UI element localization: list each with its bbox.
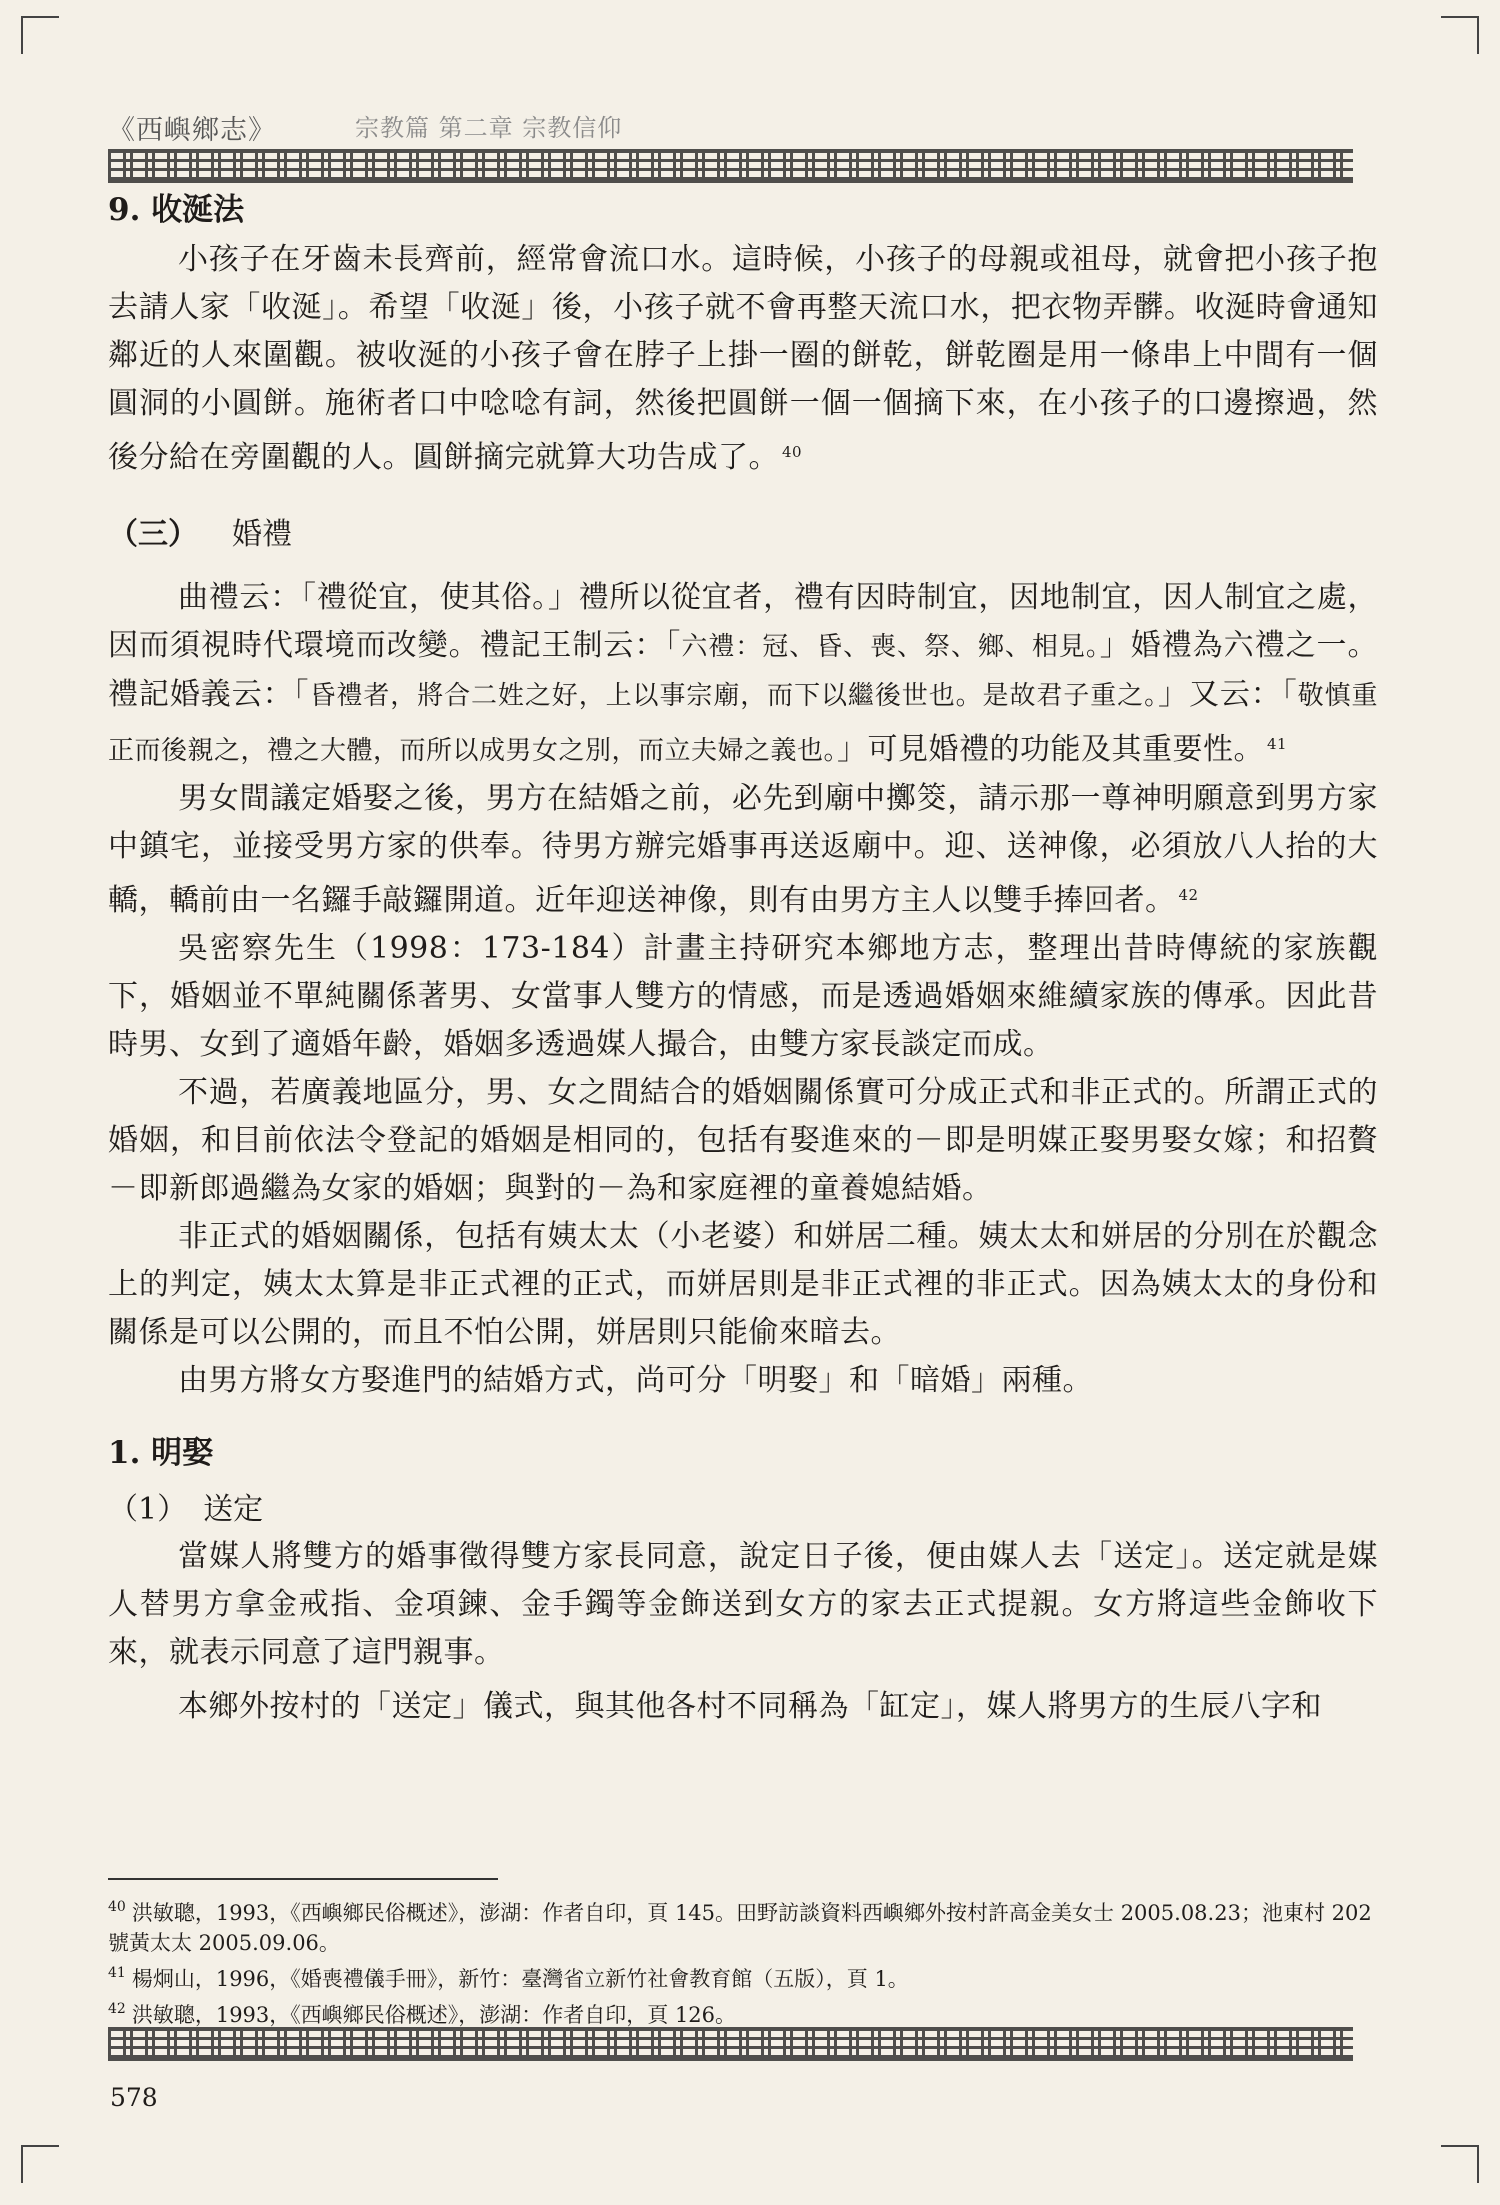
page-number: 578 [110, 2083, 158, 2112]
footnote-divider [108, 1878, 498, 1880]
classical-quote: 昏禮者，將合二姓之好，上以事宗廟，而下以繼後世也。是故君子重之。 [309, 681, 1159, 711]
section-heading: 1. 明娶 [108, 1435, 214, 1471]
part-heading [108, 510, 1378, 560]
chapter-title: 宗教篇 第二章 宗教信仰 [355, 114, 623, 142]
footnote: $^{40}$ 洪敏聰，1993，《西嶼鄉民俗概述》，澎湖：作者自印，頁 145。田野訪談資料西嶼鄉外按村許高金美女士 2005.08.23；池東村 202 號黃太太 2005.09.06。 [108, 1899, 1372, 1955]
paragraph: 當媒人將雙方的婚事徵得雙方家長同意，說定日子後，便由媒人去「送定」。送定就是媒人替男方拿金戒指、金項鍊、金手鐲等金飾送到女方的家去正式提親。女方將這些金飾收下來，就表示同意了這門親事。 [108, 1539, 1378, 1670]
crop-mark [21, 16, 59, 54]
bottom-decorative-border [108, 2027, 1353, 2061]
subsection-heading [108, 1487, 1378, 1533]
footnote: $^{41}$ 楊炯山，1996，《婚喪禮儀手冊》，新竹：臺灣省立新竹社會教育館（五版），頁 1。 [108, 1965, 909, 1991]
crop-mark [21, 2145, 59, 2183]
paragraph: 不過，若廣義地區分，男、女之間結合的婚姻關係實可分成正式和非正式的。所謂正式的婚姻，和目前依法令登記的婚姻是相同的，包括有娶進來的－即是明媒正娶男娶女嫁；和招贅－即新郎過繼為女家的婚姻；與對的－為和家庭裡的童養媳結婚。 [108, 1075, 1378, 1206]
footnote-ref: 42 [1178, 886, 1199, 904]
paragraph: 曲禮云：「禮從宜，使其俗。」禮所以從宜者，禮有因時制宜，因地制宜，因人制宜之處，因而須視時代環境而改變。禮記王制云：「六禮：冠、昏、喪、祭、鄉、相見。」婚禮為六禮之一。禮記婚義云：「昏禮者，將合二姓之好，上以事宗廟，而下以繼後世也。是故君子重之。」又云：「敬慎重正而後親之，禮之大體，而所以成男女之別，而立夫婦之義也。」可見婚禮的功能及其重要性。 $^{41}$ [108, 580, 1378, 767]
crop-mark [1441, 2145, 1479, 2183]
classical-quote: 六禮：冠、昏、喪、祭、鄉、相見。 [681, 632, 1100, 662]
part-label: （三） [108, 517, 198, 552]
book-title: 《西嶼鄉志》 [108, 115, 276, 146]
subsection-title: 送定 [203, 1492, 264, 1527]
crop-mark [1441, 16, 1479, 54]
paragraph: 由男方將女方娶進門的結婚方式，尚可分「明娶」和「暗婚」兩種。 [178, 1363, 1093, 1398]
part-title: 婚禮 [232, 517, 292, 552]
paragraph: 男女間議定婚娶之後，男方在結婚之前，必先到廟中擲筊，請示那一尊神明願意到男方家中鎮宅，並接受男方家的供奉。待男方辦完婚事再送返廟中。迎、送神像，必須放八人抬的大轎，轎前由一名鑼手敲鑼開道。近年迎送神像，則有由男方主人以雙手捧回者。 $^{42}$ [108, 781, 1378, 918]
subsection-label: （1） [108, 1492, 188, 1527]
paragraph: 吳密察先生（1998：173-184）計畫主持研究本鄉地方志，整理出昔時傳統的家族觀下，婚姻並不單純關係著男、女當事人雙方的情感，而是透過婚姻來維續家族的傳承。因此昔時男、女到了適婚年齡，婚姻多透過媒人撮合，由雙方家長談定而成。 [108, 931, 1378, 1062]
main-content [108, 178, 1378, 1731]
footnote-ref: 40 [782, 443, 803, 461]
footnote: $^{42}$ 洪敏聰，1993，《西嶼鄉民俗概述》，澎湖：作者自印，頁 126。 [108, 2001, 737, 2027]
paragraph: 非正式的婚姻關係，包括有姨太太（小老婆）和姘居二種。姨太太和姘居的分別在於觀念上的判定，姨太太算是非正式裡的正式，而姘居則是非正式裡的非正式。因為姨太太的身份和關係是可以公開的，而且不怕公開，姘居則只能偷來暗去。 [108, 1219, 1378, 1350]
section-heading: 9. 收涎法 [108, 192, 245, 228]
paragraph: 本鄉外按村的「送定」儀式，與其他各村不同稱為「缸定」，媒人將男方的生辰八字和 [178, 1689, 1322, 1724]
footnote-ref: 41 [1267, 735, 1288, 753]
classical-quote: 敬慎重正而後親之，禮之大體，而所以成男女之別，而立夫婦之義也。 [108, 681, 1378, 766]
footnotes [108, 1892, 1378, 2030]
paragraph: 小孩子在牙齒未長齊前，經常會流口水。這時候，小孩子的母親或祖母，就會把小孩子抱去請人家「收涎」。希望「收涎」後，小孩子就不會再整天流口水，把衣物弄髒。收涎時會通知鄰近的人來圍觀。被收涎的小孩子會在脖子上掛一圈的餅乾，餅乾圈是用一條串上中間有一個圓洞的小圓餅。施術者口中唸唸有詞，然後把圓餅一個一個摘下來，在小孩子的口邊擦過，然後分給在旁圍觀的人。圓餅摘完就算大功告成了。 $^{40}$ [108, 242, 1378, 475]
